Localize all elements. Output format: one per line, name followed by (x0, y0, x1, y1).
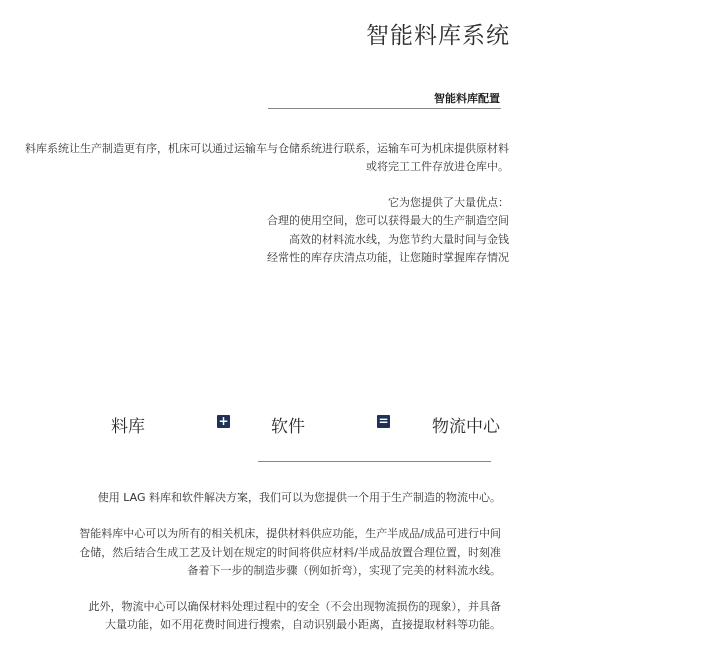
body-paragraph-2-line-1: 智能料库中心可以为所有的相关机床，提供材料供应功能，生产半成品/成品可进行中间 (79, 527, 501, 541)
advantages-heading: 它为您提供了大量优点： (388, 196, 509, 209)
intro-text (0, 140, 509, 176)
advantage-item: 高效的材料流水线，为您节约大量时间与金钱 (289, 232, 509, 246)
advantage-item: 经常性的库存庆清点功能，让您随时掌握库存情况 (267, 250, 509, 264)
body-paragraph-3-line-1: 此外，物流中心可以确保材料处理过程中的安全（不会出现物流损伤的现象），并具备 (88, 600, 501, 614)
plus-icon: + (218, 414, 229, 428)
intro-line-1: 料库系统让生产制造更有序，机床可以通过运输车与仓储系统进行联系，运输车可为机床提供原材料 (25, 142, 509, 155)
divider-bottom (258, 461, 491, 462)
body-paragraph-3-line-2: 大量功能，如不用花费时间进行搜索，自动识别最小距离，直接提取材料等功能。 (105, 618, 501, 632)
body-paragraph-3 (1, 598, 501, 635)
section-subtitle: 智能料库配置 (434, 92, 500, 105)
term-logistics-center: 物流中心 (432, 417, 500, 437)
term-warehouse: 料库 (111, 417, 145, 437)
body-paragraph-2-line-2: 仓储，然后结合生成工艺及计划在规定的时间将供应材料/半成品放置合理位置，时刻准 (79, 545, 501, 559)
term-software: 软件 (271, 417, 305, 437)
body-paragraph-2 (1, 525, 501, 580)
intro-line-2: 或将完工工件存放进仓库中。 (366, 160, 509, 173)
divider-top (268, 108, 501, 109)
equals-icon: = (378, 414, 389, 428)
advantage-item: 合理的使用空间，您可以获得最大的生产制造空间 (267, 214, 509, 228)
body-paragraph-2-line-3: 备着下一步的制造步骤（例如折弯），实现了完美的材料流水线。 (187, 563, 501, 577)
body-paragraph-1: 使用 LAG 料库和软件解决方案，我们可以为您提供一个用于生产制造的物流中心。 (97, 491, 501, 504)
body-text (1, 489, 501, 653)
equation-row (0, 406, 701, 442)
advantages-list (109, 194, 509, 267)
page-title: 智能料库系统 (366, 23, 510, 49)
